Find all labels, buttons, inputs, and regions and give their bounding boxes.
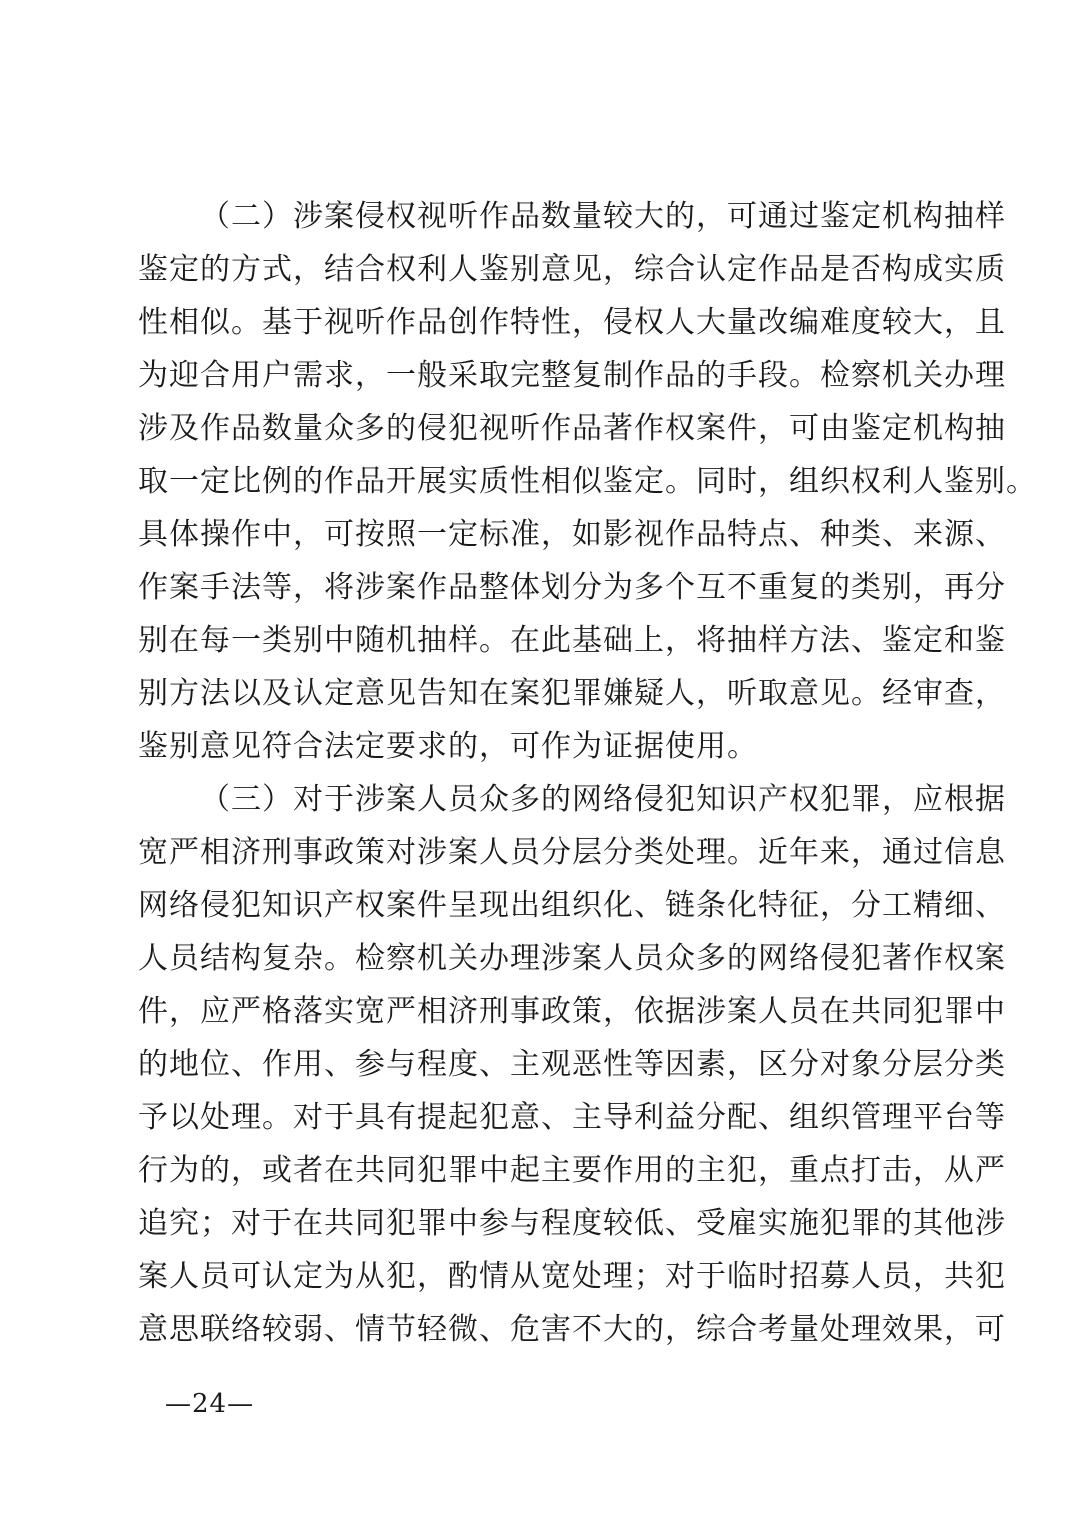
text-line: 别在每一类别中随机抽样。在此基础上，将抽样方法、鉴定和鉴 [138, 623, 1006, 658]
text-line: 人员结构复杂。检察机关办理涉案人员众多的网络侵犯著作权案 [138, 941, 1006, 976]
text-line: 追究；对于在共同犯罪中参与程度较低、受雇实施犯罪的其他涉 [138, 1206, 1006, 1241]
text-line: （三）对于涉案人员众多的网络侵犯知识产权犯罪，应根据 [200, 782, 1006, 817]
text-line: 鉴别意见符合法定要求的，可作为证据使用。 [138, 729, 758, 764]
text-line: 涉及作品数量众多的侵犯视听作品著作权案件，可由鉴定机构抽 [138, 411, 1006, 446]
text-line: 网络侵犯知识产权案件呈现出组织化、链条化特征，分工精细、 [138, 888, 1006, 923]
text-line: 行为的，或者在共同犯罪中起主要作用的主犯，重点打击，从严 [138, 1153, 1006, 1188]
page-number: —24— [165, 1389, 255, 1419]
text-line: 具体操作中，可按照一定标准，如影视作品特点、种类、来源、 [138, 517, 1006, 552]
text-line: （二）涉案侵权视听作品数量较大的，可通过鉴定机构抽样 [200, 199, 1006, 234]
text-line: 件，应严格落实宽严相济刑事政策，依据涉案人员在共同犯罪中 [138, 994, 1006, 1029]
text-line: 为迎合用户需求，一般采取完整复制作品的手段。检察机关办理 [138, 358, 1006, 393]
text-line: 别方法以及认定意见告知在案犯罪嫌疑人，听取意见。经审查， [138, 676, 1006, 711]
text-line: 取一定比例的作品开展实质性相似鉴定。同时，组织权利人鉴别。 [138, 464, 1037, 499]
text-line: 予以处理。对于具有提起犯意、主导利益分配、组织管理平台等 [138, 1100, 1006, 1135]
body-text [138, 190, 1037, 1356]
paragraph-2 [138, 190, 1037, 773]
text-line: 性相似。基于视听作品创作特性，侵权人大量改编难度较大，且 [138, 305, 1006, 340]
text-line: 鉴定的方式，结合权利人鉴别意见，综合认定作品是否构成实质 [138, 252, 1006, 287]
paragraph-3 [138, 773, 1006, 1356]
text-line: 宽严相济刑事政策对涉案人员分层分类处理。近年来，通过信息 [138, 835, 1006, 870]
text-line: 意思联络较弱、情节轻微、危害不大的，综合考量处理效果，可 [138, 1312, 1006, 1347]
text-line: 作案手法等，将涉案作品整体划分为多个互不重复的类别，再分 [138, 570, 1006, 605]
text-line: 案人员可认定为从犯，酌情从宽处理；对于临时招募人员，共犯 [138, 1259, 1006, 1294]
text-line: 的地位、作用、参与程度、主观恶性等因素，区分对象分层分类 [138, 1047, 1006, 1082]
